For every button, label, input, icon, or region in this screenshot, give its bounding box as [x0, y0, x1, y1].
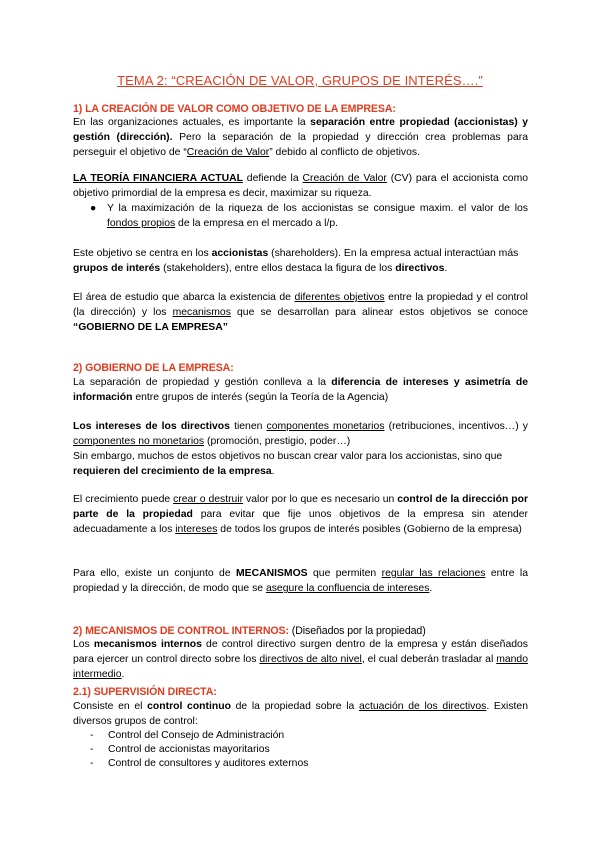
bullet-icon: ●: [90, 203, 97, 214]
paragraph-teoria-financiera: LA TEORÍA FINANCIERA ACTUAL defiende la Creación de Valor (CV) para el accionista como objetivo primordial de la empresa es decir, maximizar su riqueza.: [73, 173, 528, 200]
section-heading-supervision-directa: 2.1) SUPERVISIÓN DIRECTA:: [73, 686, 217, 698]
bullet-item-maximizacion: ● Y la maximización de la riqueza de los accionistas se consigue maxim. el valor de los fondos propios de la empresa en el mercado a l/p.: [90, 203, 528, 230]
paragraph-intereses-directivos: Los intereses de los directivos tienen componentes monetarios (retribuciones, incentivos…) y componentes no monetarios (promoción, prestigio, poder…): [73, 421, 528, 448]
paragraph-asimetria: La separación de propiedad y gestión conlleva a la diferencia de intereses y asimetría de información entre grupos de interés (según la Teoría de la Agencia): [73, 377, 528, 404]
section-heading-gobierno: 2) GOBIERNO DE LA EMPRESA:: [73, 362, 234, 374]
list-item: - Control de accionistas mayoritarios: [90, 744, 270, 755]
section-heading-creacion-valor: 1) LA CREACIÓN DE VALOR COMO OBJETIVO DE LA EMPRESA:: [73, 103, 396, 115]
paragraph-accionistas: Este objetivo se centra en los accionistas (shareholders). En la empresa actual interactúan más grupos de interés (stakeholders), entre ellos destaca la figura de los directivos.: [73, 248, 519, 275]
paragraph-separacion: En las organizaciones actuales, es importante la separación entre propiedad (accionistas) y gestión (dirección). Pero la separación de la propiedad y dirección crea problemas para perseguir el objetivo de “Creación de Valor” debido al conflicto de objetivos.: [73, 117, 528, 159]
paragraph-gobierno-intro: El área de estudio que abarca la existencia de diferentes objetivos entre la propiedad y el control (la dirección) y los mecanismos que se desarrollan para alinear estos objetivos se conoce “GOBIERNO DE LA EMPRESA”: [73, 292, 528, 334]
list-item: - Control del Consejo de Administración: [90, 730, 285, 741]
paragraph-crecimiento-requerido: Sin embargo, muchos de estos objetivos no buscan crear valor para los accionistas, sino que requieren del crecimiento de la empresa.: [73, 451, 503, 478]
paragraph-supervision: Consiste en el control continuo de la propiedad sobre la actuación de los directivos. Existen diversos grupos de control:: [73, 701, 528, 728]
paragraph-mecanismos-internos: Los mecanismos internos de control directivo surgen dentro de la empresa y están diseñados para ejercer un control directo sobre los directivos de alto nivel, el cual deberán trasladar al mando intermedio.: [73, 639, 528, 681]
section-heading-mecanismos-internos: 2) MECANISMOS DE CONTROL INTERNOS: (Diseñados por la propiedad): [73, 625, 426, 637]
paragraph-mecanismos: Para ello, existe un conjunto de MECANISMOS que permiten regular las relaciones entre la propiedad y la dirección, de modo que se asegure la confluencia de intereses.: [73, 568, 529, 595]
paragraph-control-direccion: El crecimiento puede crear o destruir valor por lo que es necesario un control de la dirección por parte de la propiedad para evitar que fije unos objetivos de la empresa sin atender adecuadamente a los intereses de todos los grupos de interés posibles (Gobierno de la empresa): [73, 494, 528, 536]
page-title: TEMA 2: “CREACIÓN DE VALOR, GRUPOS DE INTERÉS….”: [117, 73, 483, 88]
list-item: - Control de consultores y auditores externos: [90, 758, 309, 769]
